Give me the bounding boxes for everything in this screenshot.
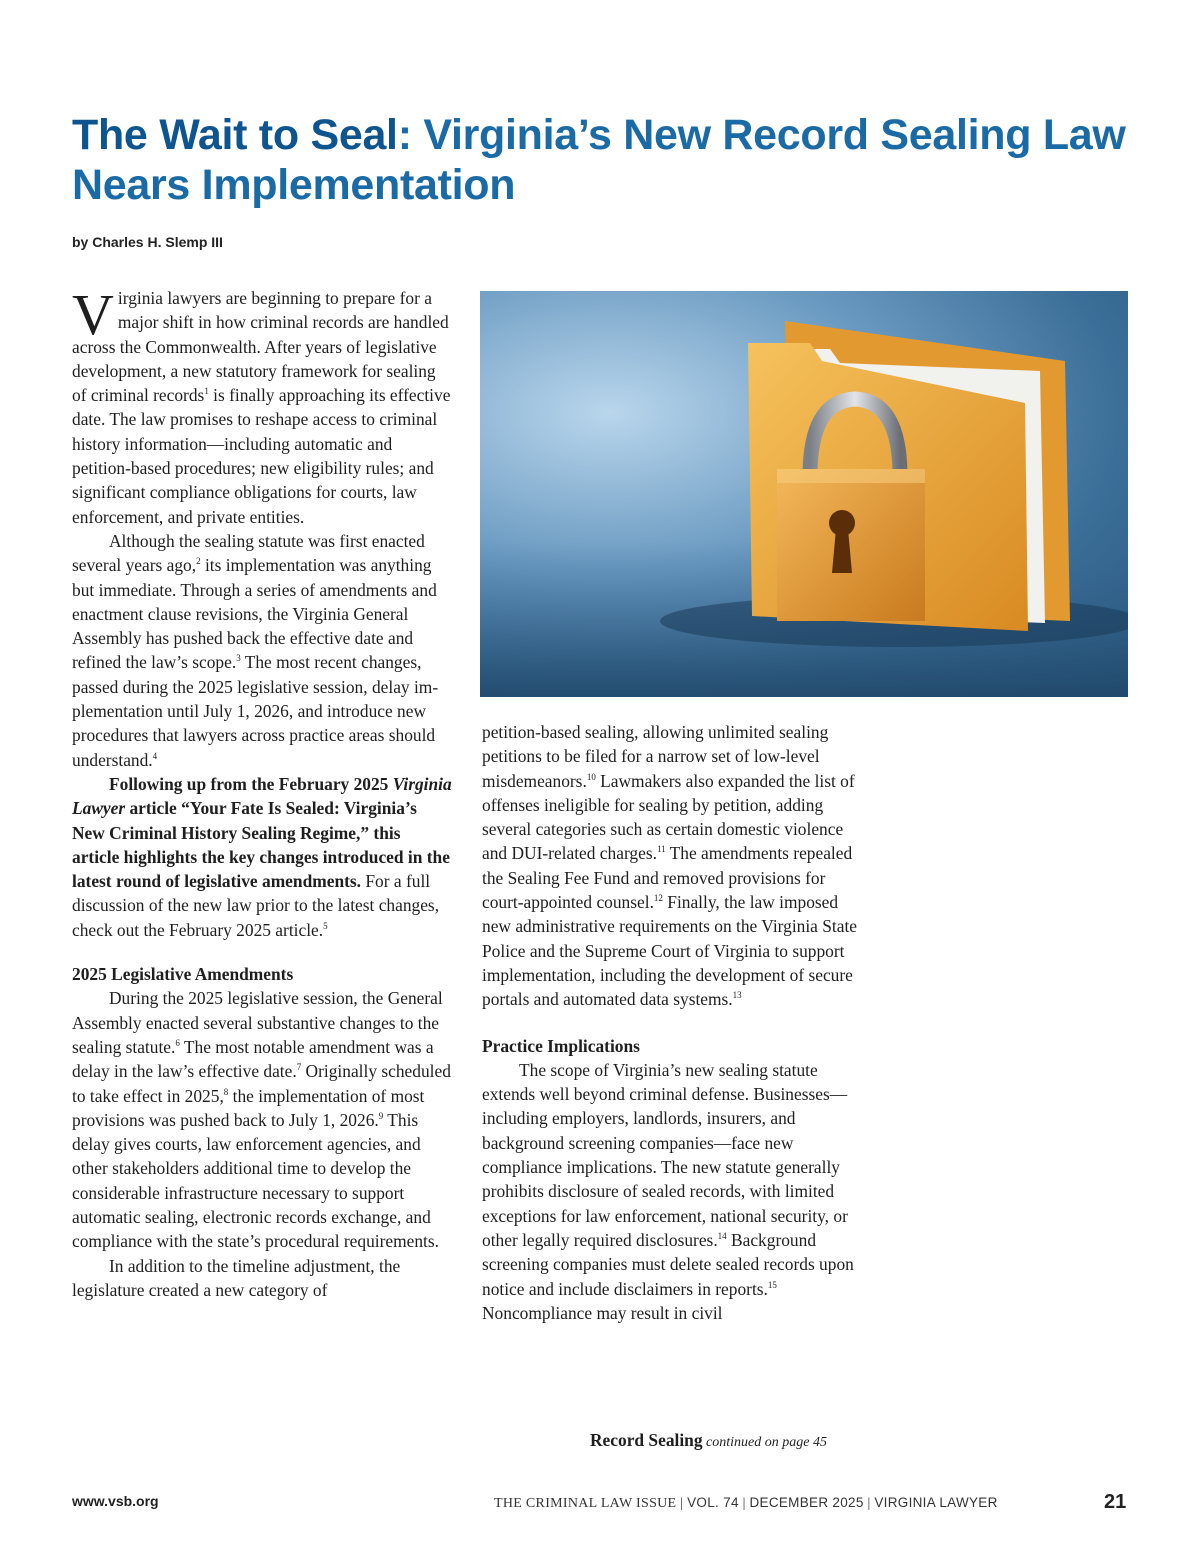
column-left (72, 282, 452, 1302)
paragraph: Although the sealing statute was first enacted several years ago,$^2$ its implementation was anything but immediate. Through a series of amendments and enactment clause revisions, the Virginia General Assembly has pushed back the effective date and refined the law’s scope.$^3$ The most recent changes, passed during the 2025 legislative session, delay implementation until July 1, 2026, and introduce new procedures that lawyers across practice areas should understand.$^4$ (72, 530, 439, 770)
continued-page: continued on page 45 (702, 1435, 827, 1450)
footnote-ref: 1 (204, 386, 209, 397)
footnote-ref: 14 (717, 1231, 727, 1242)
continued-note (590, 1430, 827, 1451)
article-title (72, 110, 1132, 210)
folder-lock-illustration (480, 291, 1128, 697)
section-heading-amendments: 2025 Legislative Amendments (72, 964, 294, 985)
paragraph: petition-based sealing, allowing unlimited sealing petitions to be filed for a narrow set of low-level misdemeanors.$^{10}$ Lawmakers also expanded the list of offenses ineligible for sealing by petition, adding several categories such as certain domestic violence and DUI-related charges.$^{11}$ The amendments repealed the Sealing Fee Fund and removed provisions for court-appointed counsel.$^{12}$ Finally, the law imposed new administrative requirements on the Virginia State Police and the Supreme Court of Virginia to support implementation, including the development of secure portals and automated data systems.$^{13}$ (482, 722, 858, 1010)
footnote-ref: 2 (196, 556, 201, 567)
page-number: 21 (1104, 1491, 1127, 1513)
continued-label: Record Sealing (590, 1430, 703, 1450)
footer-url: www.vsb.org (72, 1493, 159, 1509)
section-heading-practice: Practice Implications (482, 1035, 640, 1056)
article-title-lead: The Wait to Seal (72, 111, 398, 159)
intro-paragraph: Virginia lawyers are beginning to prepare for a major shift in how criminal records are handled across the Commonwealth. After years of legislative development, a new statutory framework for sealing of criminal records$^1$ is finally approaching its effective date. The law promises to reshape access to criminal history information—including automatic and petition-based procedures; new eligibility rules; and significant compliance obligations for courts, law enforcement, and private entities. (72, 282, 451, 527)
article-title-rest: : Virginia’s New Record Sealing Law Nears Implementation (72, 111, 1126, 209)
footnote-ref: 4 (152, 750, 158, 761)
footnote-ref: 3 (236, 653, 241, 664)
article-photo (480, 291, 1128, 697)
paragraph: The scope of Virginia’s new sealing statute extends well beyond criminal defense. Businesses—including employers, landlords, insurers, and background screening companies—face new compliance implications. The new statute generally prohibits disclosure of sealed records, with limited exceptions for law enforcement, national security, or other legally required disclosures.$^{14}$ Background screening companies must delete sealed records upon notice and include disclaimers in reports.$^{15}$ Noncompliance may result in civil (482, 1059, 854, 1323)
footnote-ref: 9 (378, 1111, 384, 1121)
footnote-ref: 6 (175, 1038, 180, 1049)
footnote-ref: 7 (296, 1062, 302, 1073)
footer-issue: THE CRIMINAL LAW ISSUE | VOL. 74 | DECEMBER 2025 | VIRGINIA LAWYER (494, 1495, 998, 1511)
byline: by Charles H. Slemp III (72, 234, 223, 250)
footnote-ref: 8 (223, 1086, 229, 1097)
paragraph: Following up from the February 2025 Virginia Lawyer article “Your Fate Is Sealed: Virginia’s New Criminal History Sealing Regime,” this article highlights the key changes introduced in the latest round of legislative amendments. For a full discussion of the new law prior to the latest changes, check out the February 2025 article.$^5$ (72, 773, 452, 940)
footnote-ref: 13 (732, 990, 742, 1001)
footnote-ref: 5 (323, 920, 328, 931)
paragraph: In addition to the timeline adjustment, the legislature created a new category of (72, 1255, 401, 1300)
drop-cap: V (72, 282, 114, 347)
footnote-ref: 10 (586, 771, 596, 782)
footnote-ref: 11 (656, 844, 666, 855)
footnote-ref: 15 (767, 1279, 777, 1290)
column-right (482, 720, 862, 1325)
footnote-ref: 12 (653, 893, 663, 904)
paragraph: During the 2025 legislative session, the General Assembly enacted several substantive changes to the sealing statute.$^6$ The most notable amendment was a delay in the law’s effective date.$^7$ Originally scheduled to take effect in 2025,$^8$ the implementation of most provisions was pushed back to July 1, 2026.$^9$ This delay gives courts, law enforcement agencies, and other stakeholders additional time to develop the considerable infrastructure necessary to support automatic sealing, electronic records exchange, and compliance with the state’s procedural requirements. (72, 988, 451, 1252)
